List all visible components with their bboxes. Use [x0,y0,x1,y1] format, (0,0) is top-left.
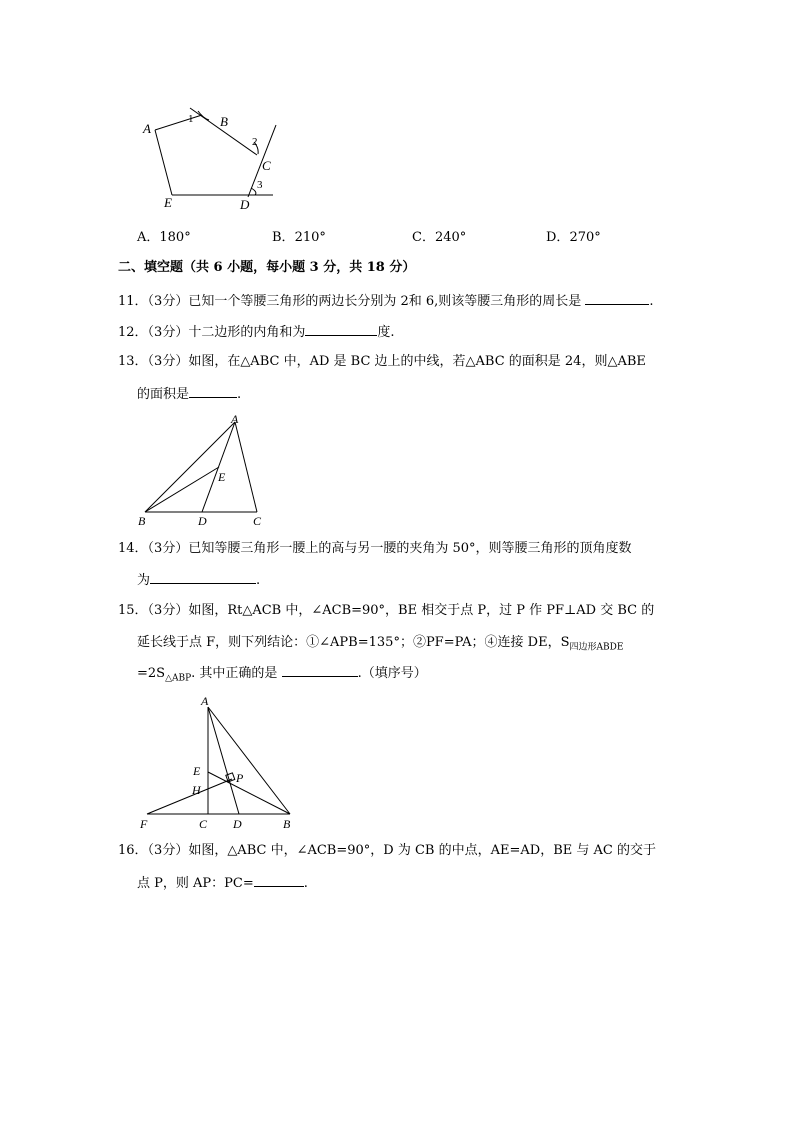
label-e: E [193,764,201,778]
question-14-line2: 为 . [137,573,261,588]
label-f: F [140,817,148,831]
question-13-line2: 的面积是 . [137,387,242,402]
label-h: H [192,783,201,797]
label-d: D [198,514,207,528]
figure-q15 [135,690,305,835]
question-15-line1: 15．（3分）如图，Rt△ACB 中，∠ACB=90°，BE 相交于点 P，过 P 作 PF⊥AD 交 BC 的 [118,603,655,618]
figure-q13-triangle [135,410,275,530]
label-a: A [201,694,209,708]
question-15-line2: 延长线于点 F，则下列结论：①∠APB=135°；②PF=PA；④连接 DE，$S_{四边形ABDE}$ [137,635,624,653]
question-14-line1: 14．（3分）已知等腰三角形一腰上的高与另一腰的夹角为 50°，则等腰三角形的顶角度数 [118,541,632,556]
label-a: A [231,412,239,426]
angle-2-label: 2 [252,136,258,148]
figure-q10-pentagon [130,100,290,215]
option-d: D．270° [546,230,601,245]
label-p: P [236,771,244,785]
label-a: A [143,121,151,136]
label-b: B [220,114,228,129]
angle-3-label: 3 [257,179,263,191]
label-c: C [253,514,262,528]
label-e: E [218,470,226,484]
question-16-line1: 16．（3分）如图，△ABC 中，∠ACB=90°，D 为 CB 的中点，AE=AD，BE 与 AC 的交于 [118,843,656,858]
angle-1-label: 1 [188,113,194,125]
option-b: B．210° [272,230,326,245]
question-13-line1: 13．（3分）如图，在△ABC 中，AD 是 BC 边上的中线，若△ABC 的面积是 24，则△ABE [118,354,646,369]
label-d: D [233,817,242,831]
question-12: 12．（3分）十二边形的内角和为 度. [118,325,395,340]
section-heading: 二、填空题（共 6 小题，每小题 3 分，共 18 分） [118,260,416,275]
label-c: C [199,817,208,831]
label-b: B [138,514,146,528]
label-b: B [283,817,291,831]
option-a: A．180° [137,230,191,245]
label-e: E [164,195,172,210]
question-16-line2: 点 P，则 AP：PC= . [137,876,308,891]
label-c: C [262,158,271,173]
label-d: D [240,197,250,212]
option-c: C．240° [412,230,467,245]
question-15-line3: $=2S_{\triangle ABP}$. 其中正确的是 .（填序号） [137,666,427,684]
question-11: 11．（3分）已知一个等腰三角形的两边长分别为 2和 6,则该等腰三角形的周长是 . [118,294,654,309]
